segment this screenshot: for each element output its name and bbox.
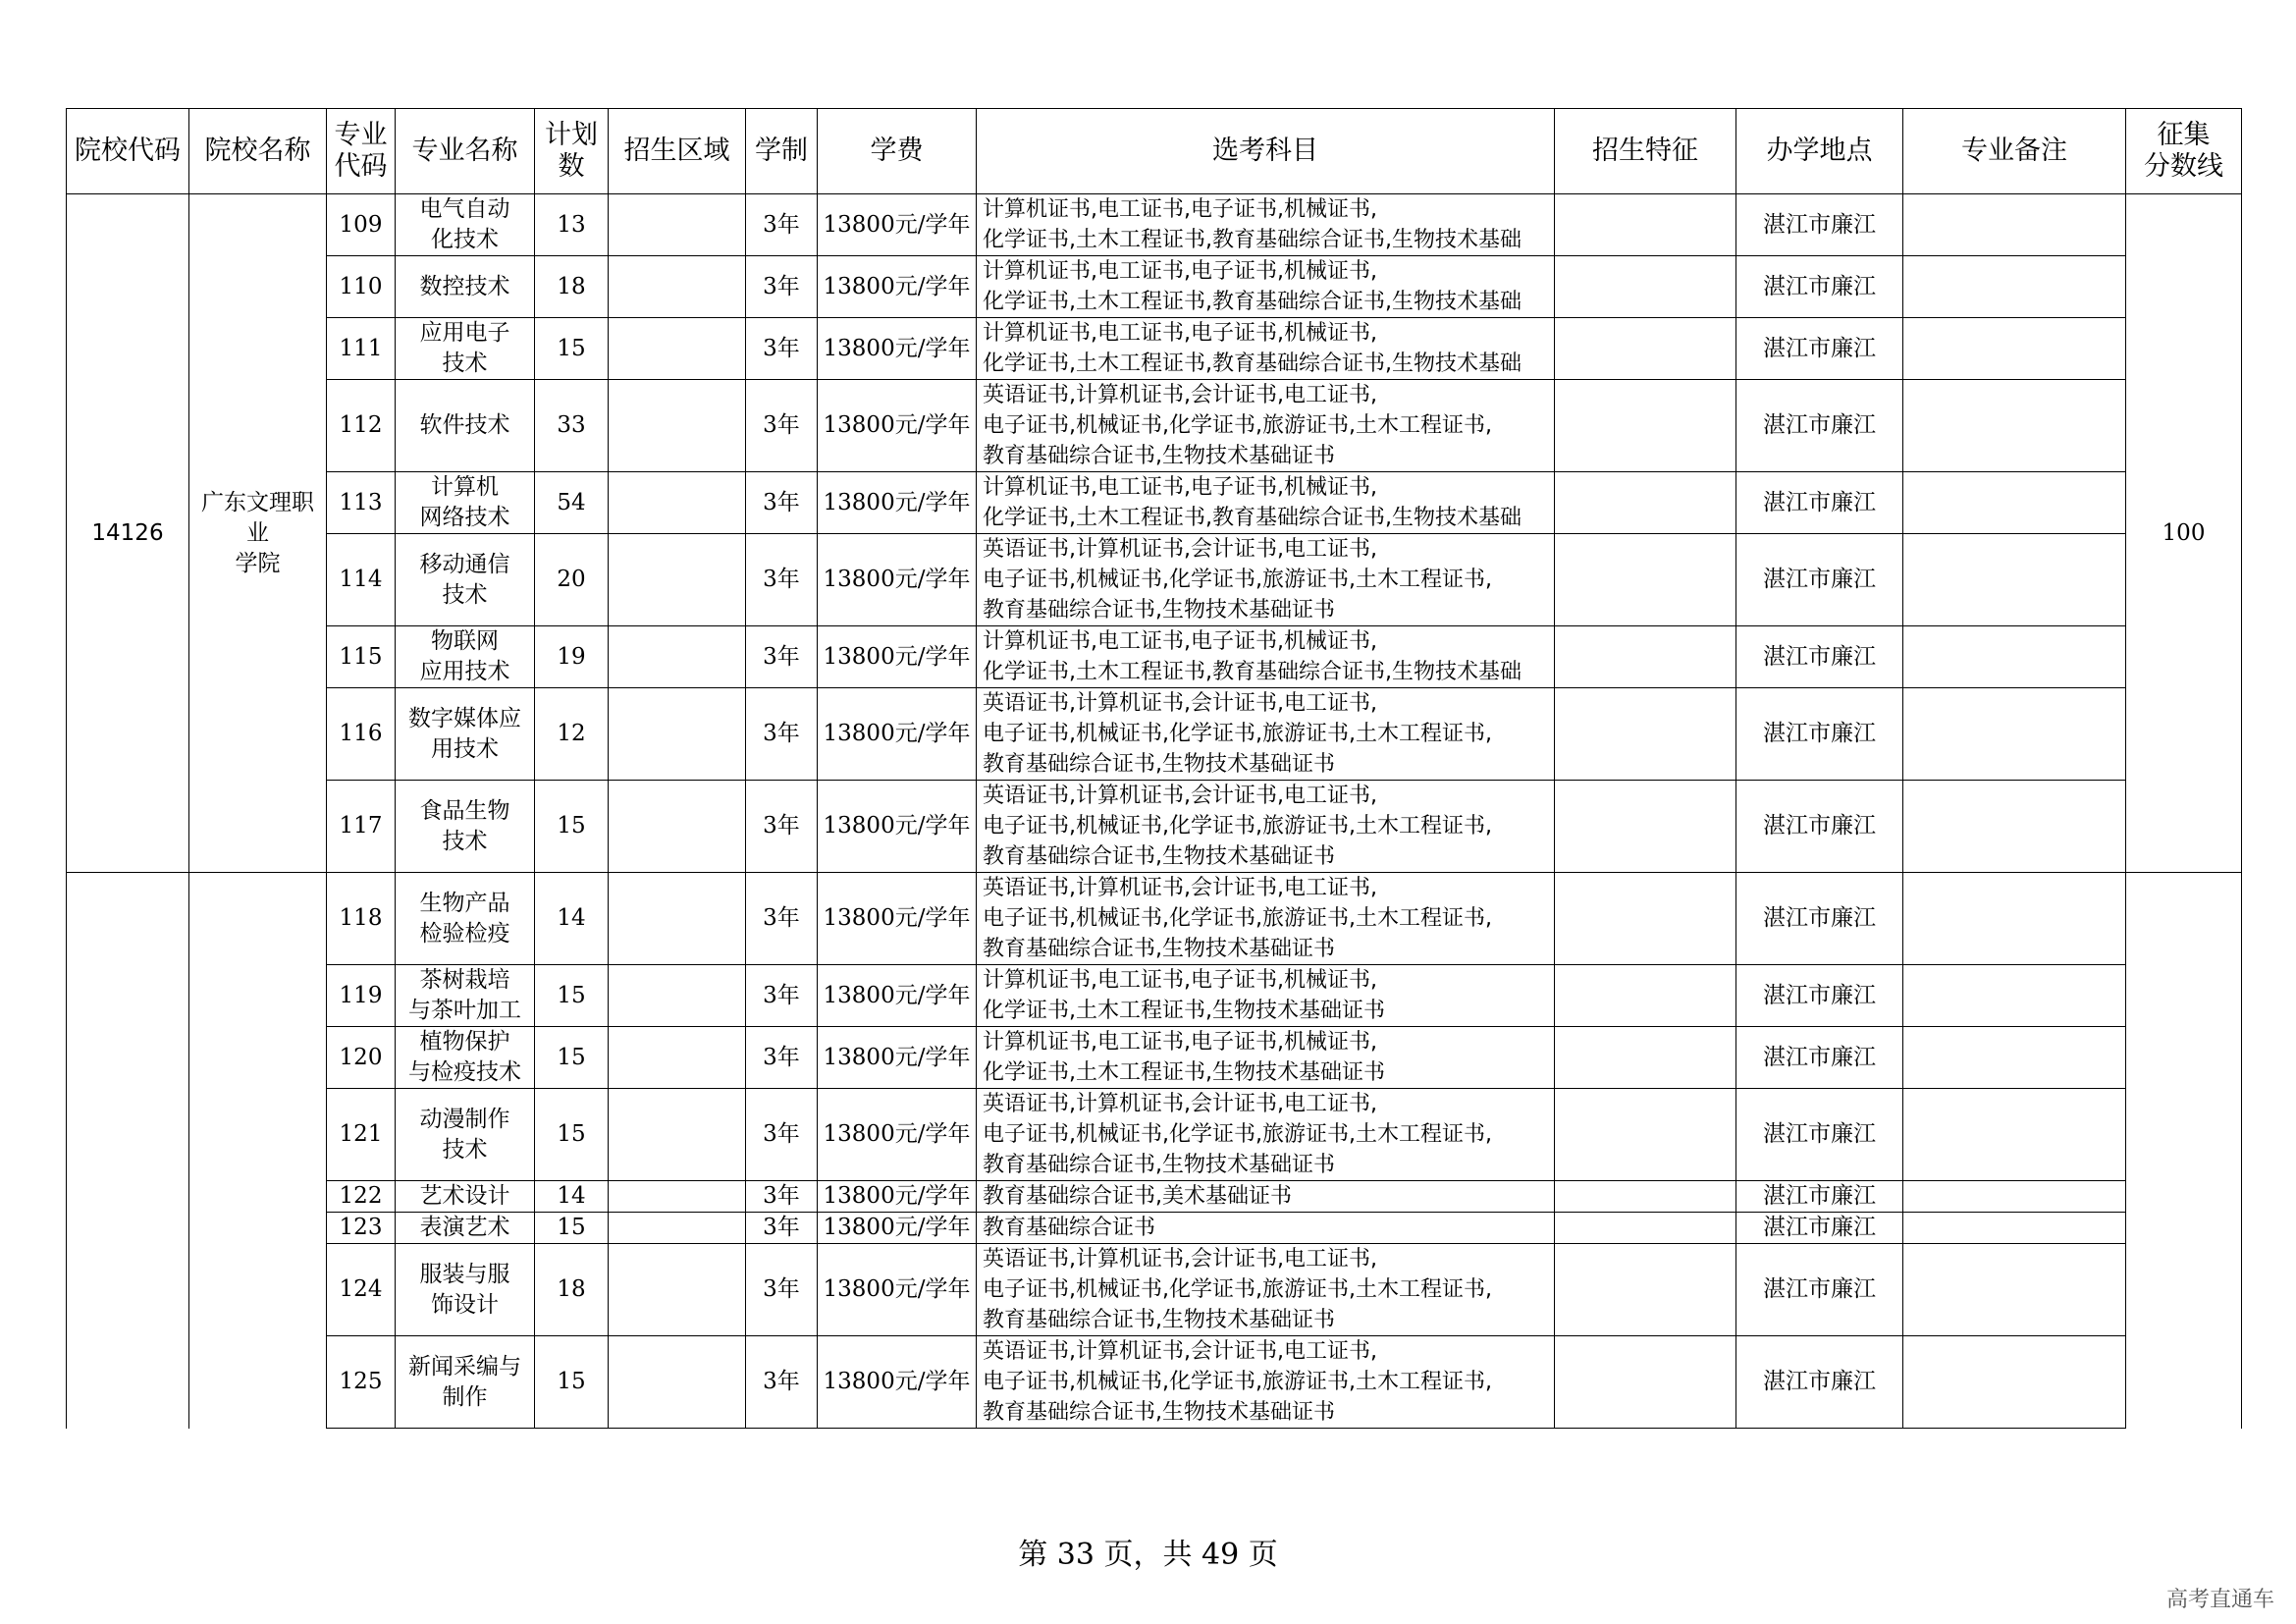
note-cell bbox=[1903, 380, 2126, 472]
major-code-cell: 120 bbox=[327, 1027, 396, 1089]
plan-count-cell: 15 bbox=[535, 1336, 609, 1429]
years-cell: 3年 bbox=[746, 534, 818, 626]
table-row bbox=[67, 873, 2242, 965]
header-major-code: 专业 代码 bbox=[327, 109, 396, 194]
plan-count-cell: 15 bbox=[535, 318, 609, 380]
region-cell bbox=[609, 781, 746, 873]
note-cell bbox=[1903, 1336, 2126, 1429]
plan-count-cell: 15 bbox=[535, 1213, 609, 1244]
table-row bbox=[67, 1089, 2242, 1181]
header-location: 办学地点 bbox=[1736, 109, 1903, 194]
table-row bbox=[67, 534, 2242, 626]
subjects-cell: 英语证书,计算机证书,会计证书,电工证书, 电子证书,机械证书,化学证书,旅游证书,土木工程证书, 教育基础综合证书,生物技术基础证书 bbox=[977, 1244, 1555, 1336]
major-code-cell: 125 bbox=[327, 1336, 396, 1429]
table-row bbox=[67, 1244, 2242, 1336]
table-row bbox=[67, 472, 2242, 534]
years-cell: 3年 bbox=[746, 626, 818, 688]
major-code-cell: 118 bbox=[327, 873, 396, 965]
note-cell bbox=[1903, 781, 2126, 873]
feature-cell bbox=[1555, 626, 1736, 688]
plan-count-cell: 18 bbox=[535, 256, 609, 318]
major-name-cell: 茶树栽培 与茶叶加工 bbox=[396, 965, 535, 1027]
fee-cell: 13800元/学年 bbox=[818, 1027, 977, 1089]
header-school-name: 院校名称 bbox=[189, 109, 327, 194]
years-cell: 3年 bbox=[746, 965, 818, 1027]
subjects-cell: 计算机证书,电工证书,电子证书,机械证书, 化学证书,土木工程证书,教育基础综合证书,生物技术基础 bbox=[977, 194, 1555, 256]
region-cell bbox=[609, 194, 746, 256]
major-name-cell: 艺术设计 bbox=[396, 1181, 535, 1213]
region-cell bbox=[609, 472, 746, 534]
plan-count-cell: 54 bbox=[535, 472, 609, 534]
watermark: 高考直通车 bbox=[2165, 1588, 2274, 1612]
years-cell: 3年 bbox=[746, 1181, 818, 1213]
note-cell bbox=[1903, 1089, 2126, 1181]
years-cell: 3年 bbox=[746, 1336, 818, 1429]
major-code-cell: 121 bbox=[327, 1089, 396, 1181]
region-cell bbox=[609, 1244, 746, 1336]
subjects-cell: 计算机证书,电工证书,电子证书,机械证书, 化学证书,土木工程证书,教育基础综合证书,生物技术基础 bbox=[977, 472, 1555, 534]
years-cell: 3年 bbox=[746, 380, 818, 472]
feature-cell bbox=[1555, 1213, 1736, 1244]
subjects-cell: 计算机证书,电工证书,电子证书,机械证书, 化学证书,土木工程证书,生物技术基础证书 bbox=[977, 965, 1555, 1027]
fee-cell: 13800元/学年 bbox=[818, 1244, 977, 1336]
table-row bbox=[67, 318, 2242, 380]
header-school-code: 院校代码 bbox=[67, 109, 189, 194]
feature-cell bbox=[1555, 1336, 1736, 1429]
years-cell: 3年 bbox=[746, 194, 818, 256]
school-code-cell-continued bbox=[67, 873, 189, 1429]
note-cell bbox=[1903, 1027, 2126, 1089]
header-feature: 招生特征 bbox=[1555, 109, 1736, 194]
fee-cell: 13800元/学年 bbox=[818, 1181, 977, 1213]
subjects-cell: 英语证书,计算机证书,会计证书,电工证书, 电子证书,机械证书,化学证书,旅游证书,土木工程证书, 教育基础综合证书,生物技术基础证书 bbox=[977, 1089, 1555, 1181]
major-name-cell: 植物保护 与检疫技术 bbox=[396, 1027, 535, 1089]
major-name-cell: 电气自动 化技术 bbox=[396, 194, 535, 256]
location-cell: 湛江市廉江 bbox=[1736, 1336, 1903, 1429]
table-row bbox=[67, 965, 2242, 1027]
subjects-cell: 计算机证书,电工证书,电子证书,机械证书, 化学证书,土木工程证书,教育基础综合证书,生物技术基础 bbox=[977, 626, 1555, 688]
years-cell: 3年 bbox=[746, 688, 818, 781]
note-cell bbox=[1903, 318, 2126, 380]
subjects-cell: 英语证书,计算机证书,会计证书,电工证书, 电子证书,机械证书,化学证书,旅游证书,土木工程证书, 教育基础综合证书,生物技术基础证书 bbox=[977, 534, 1555, 626]
fee-cell: 13800元/学年 bbox=[818, 873, 977, 965]
fee-cell: 13800元/学年 bbox=[818, 1089, 977, 1181]
feature-cell bbox=[1555, 781, 1736, 873]
plan-count-cell: 19 bbox=[535, 626, 609, 688]
major-code-cell: 111 bbox=[327, 318, 396, 380]
table-row bbox=[67, 1181, 2242, 1213]
years-cell: 3年 bbox=[746, 1089, 818, 1181]
region-cell bbox=[609, 534, 746, 626]
feature-cell bbox=[1555, 1181, 1736, 1213]
major-code-cell: 123 bbox=[327, 1213, 396, 1244]
note-cell bbox=[1903, 1244, 2126, 1336]
location-cell: 湛江市廉江 bbox=[1736, 1244, 1903, 1336]
fee-cell: 13800元/学年 bbox=[818, 1213, 977, 1244]
fee-cell: 13800元/学年 bbox=[818, 194, 977, 256]
location-cell: 湛江市廉江 bbox=[1736, 1027, 1903, 1089]
subjects-cell: 计算机证书,电工证书,电子证书,机械证书, 化学证书,土木工程证书,教育基础综合证书,生物技术基础 bbox=[977, 256, 1555, 318]
major-code-cell: 116 bbox=[327, 688, 396, 781]
plan-count-cell: 14 bbox=[535, 873, 609, 965]
plan-count-cell: 14 bbox=[535, 1181, 609, 1213]
years-cell: 3年 bbox=[746, 781, 818, 873]
fee-cell: 13800元/学年 bbox=[818, 626, 977, 688]
years-cell: 3年 bbox=[746, 873, 818, 965]
major-name-cell: 生物产品 检验检疫 bbox=[396, 873, 535, 965]
feature-cell bbox=[1555, 1244, 1736, 1336]
note-cell bbox=[1903, 1181, 2126, 1213]
major-code-cell: 114 bbox=[327, 534, 396, 626]
location-cell: 湛江市廉江 bbox=[1736, 472, 1903, 534]
location-cell: 湛江市廉江 bbox=[1736, 194, 1903, 256]
feature-cell bbox=[1555, 688, 1736, 781]
major-code-cell: 112 bbox=[327, 380, 396, 472]
major-code-cell: 119 bbox=[327, 965, 396, 1027]
region-cell bbox=[609, 1336, 746, 1429]
region-cell bbox=[609, 318, 746, 380]
major-name-cell: 动漫制作 技术 bbox=[396, 1089, 535, 1181]
fee-cell: 13800元/学年 bbox=[818, 318, 977, 380]
fee-cell: 13800元/学年 bbox=[818, 1336, 977, 1429]
subjects-cell: 英语证书,计算机证书,会计证书,电工证书, 电子证书,机械证书,化学证书,旅游证书,土木工程证书, 教育基础综合证书,生物技术基础证书 bbox=[977, 873, 1555, 965]
feature-cell bbox=[1555, 965, 1736, 1027]
feature-cell bbox=[1555, 534, 1736, 626]
location-cell: 湛江市廉江 bbox=[1736, 534, 1903, 626]
school-name-cell-continued bbox=[189, 873, 327, 1429]
fee-cell: 13800元/学年 bbox=[818, 688, 977, 781]
years-cell: 3年 bbox=[746, 472, 818, 534]
plan-count-cell: 12 bbox=[535, 688, 609, 781]
feature-cell bbox=[1555, 256, 1736, 318]
years-cell: 3年 bbox=[746, 1213, 818, 1244]
location-cell: 湛江市廉江 bbox=[1736, 256, 1903, 318]
location-cell: 湛江市廉江 bbox=[1736, 626, 1903, 688]
header-row bbox=[67, 109, 2242, 194]
table-body bbox=[67, 194, 2242, 1429]
region-cell bbox=[609, 688, 746, 781]
plan-count-cell: 13 bbox=[535, 194, 609, 256]
region-cell bbox=[609, 380, 746, 472]
school-name-cell: 广东文理职业 学院 bbox=[189, 194, 327, 873]
feature-cell bbox=[1555, 380, 1736, 472]
fee-cell: 13800元/学年 bbox=[818, 534, 977, 626]
fee-cell: 13800元/学年 bbox=[818, 380, 977, 472]
admissions-table bbox=[66, 108, 2242, 1429]
region-cell bbox=[609, 873, 746, 965]
subjects-cell: 计算机证书,电工证书,电子证书,机械证书, 化学证书,土木工程证书,生物技术基础证书 bbox=[977, 1027, 1555, 1089]
major-name-cell: 数字媒体应 用技术 bbox=[396, 688, 535, 781]
major-name-cell: 新闻采编与制作 bbox=[396, 1336, 535, 1429]
subjects-cell: 教育基础综合证书,美术基础证书 bbox=[977, 1181, 1555, 1213]
header-region: 招生区域 bbox=[609, 109, 746, 194]
feature-cell bbox=[1555, 1089, 1736, 1181]
table-row bbox=[67, 626, 2242, 688]
header-subjects: 选考科目 bbox=[977, 109, 1555, 194]
feature-cell bbox=[1555, 873, 1736, 965]
location-cell: 湛江市廉江 bbox=[1736, 688, 1903, 781]
subjects-cell: 英语证书,计算机证书,会计证书,电工证书, 电子证书,机械证书,化学证书,旅游证书,土木工程证书, 教育基础综合证书,生物技术基础证书 bbox=[977, 1336, 1555, 1429]
region-cell bbox=[609, 1027, 746, 1089]
location-cell: 湛江市廉江 bbox=[1736, 318, 1903, 380]
region-cell bbox=[609, 965, 746, 1027]
header-plan: 计划 数 bbox=[535, 109, 609, 194]
subjects-cell: 英语证书,计算机证书,会计证书,电工证书, 电子证书,机械证书,化学证书,旅游证书,土木工程证书, 教育基础综合证书,生物技术基础证书 bbox=[977, 380, 1555, 472]
major-code-cell: 117 bbox=[327, 781, 396, 873]
years-cell: 3年 bbox=[746, 256, 818, 318]
feature-cell bbox=[1555, 472, 1736, 534]
fee-cell: 13800元/学年 bbox=[818, 781, 977, 873]
header-major-name: 专业名称 bbox=[396, 109, 535, 194]
header-years: 学制 bbox=[746, 109, 818, 194]
major-code-cell: 115 bbox=[327, 626, 396, 688]
feature-cell bbox=[1555, 1027, 1736, 1089]
region-cell bbox=[609, 1213, 746, 1244]
major-code-cell: 122 bbox=[327, 1181, 396, 1213]
major-name-cell: 软件技术 bbox=[396, 380, 535, 472]
major-name-cell: 数控技术 bbox=[396, 256, 535, 318]
major-code-cell: 109 bbox=[327, 194, 396, 256]
header-fee: 学费 bbox=[818, 109, 977, 194]
table-row bbox=[67, 781, 2242, 873]
header-cutoff: 征集 分数线 bbox=[2126, 109, 2242, 194]
years-cell: 3年 bbox=[746, 1244, 818, 1336]
note-cell bbox=[1903, 1213, 2126, 1244]
note-cell bbox=[1903, 688, 2126, 781]
header-note: 专业备注 bbox=[1903, 109, 2126, 194]
plan-count-cell: 15 bbox=[535, 1089, 609, 1181]
location-cell: 湛江市廉江 bbox=[1736, 1213, 1903, 1244]
major-code-cell: 124 bbox=[327, 1244, 396, 1336]
major-name-cell: 应用电子 技术 bbox=[396, 318, 535, 380]
location-cell: 湛江市廉江 bbox=[1736, 1181, 1903, 1213]
note-cell bbox=[1903, 194, 2126, 256]
major-name-cell: 服装与服 饰设计 bbox=[396, 1244, 535, 1336]
feature-cell bbox=[1555, 194, 1736, 256]
subjects-cell: 计算机证书,电工证书,电子证书,机械证书, 化学证书,土木工程证书,教育基础综合证书,生物技术基础 bbox=[977, 318, 1555, 380]
note-cell bbox=[1903, 626, 2126, 688]
note-cell bbox=[1903, 256, 2126, 318]
location-cell: 湛江市廉江 bbox=[1736, 873, 1903, 965]
cutoff-cell-continued bbox=[2126, 873, 2242, 1429]
subjects-cell: 英语证书,计算机证书,会计证书,电工证书, 电子证书,机械证书,化学证书,旅游证书,土木工程证书, 教育基础综合证书,生物技术基础证书 bbox=[977, 781, 1555, 873]
region-cell bbox=[609, 256, 746, 318]
years-cell: 3年 bbox=[746, 318, 818, 380]
plan-count-cell: 18 bbox=[535, 1244, 609, 1336]
subjects-cell: 英语证书,计算机证书,会计证书,电工证书, 电子证书,机械证书,化学证书,旅游证书,土木工程证书, 教育基础综合证书,生物技术基础证书 bbox=[977, 688, 1555, 781]
school-code-cell: 14126 bbox=[67, 194, 189, 873]
page-footer: 第 33 页，共 49 页 bbox=[1018, 1538, 1278, 1572]
feature-cell bbox=[1555, 318, 1736, 380]
table-row bbox=[67, 380, 2242, 472]
table-row bbox=[67, 1336, 2242, 1429]
cutoff-score-cell: 100 bbox=[2126, 194, 2242, 873]
region-cell bbox=[609, 1089, 746, 1181]
note-cell bbox=[1903, 472, 2126, 534]
table-row bbox=[67, 194, 2242, 256]
major-code-cell: 110 bbox=[327, 256, 396, 318]
location-cell: 湛江市廉江 bbox=[1736, 1089, 1903, 1181]
fee-cell: 13800元/学年 bbox=[818, 965, 977, 1027]
major-name-cell: 食品生物 技术 bbox=[396, 781, 535, 873]
note-cell bbox=[1903, 965, 2126, 1027]
plan-count-cell: 20 bbox=[535, 534, 609, 626]
table-row bbox=[67, 1027, 2242, 1089]
plan-count-cell: 15 bbox=[535, 1027, 609, 1089]
major-name-cell: 计算机 网络技术 bbox=[396, 472, 535, 534]
note-cell bbox=[1903, 873, 2126, 965]
fee-cell: 13800元/学年 bbox=[818, 256, 977, 318]
years-cell: 3年 bbox=[746, 1027, 818, 1089]
table-row bbox=[67, 1213, 2242, 1244]
plan-count-cell: 15 bbox=[535, 965, 609, 1027]
fee-cell: 13800元/学年 bbox=[818, 472, 977, 534]
major-name-cell: 移动通信 技术 bbox=[396, 534, 535, 626]
plan-count-cell: 33 bbox=[535, 380, 609, 472]
location-cell: 湛江市廉江 bbox=[1736, 380, 1903, 472]
subjects-cell: 教育基础综合证书 bbox=[977, 1213, 1555, 1244]
table-row bbox=[67, 688, 2242, 781]
table-row bbox=[67, 256, 2242, 318]
location-cell: 湛江市廉江 bbox=[1736, 781, 1903, 873]
region-cell bbox=[609, 626, 746, 688]
major-code-cell: 113 bbox=[327, 472, 396, 534]
plan-count-cell: 15 bbox=[535, 781, 609, 873]
region-cell bbox=[609, 1181, 746, 1213]
table-header bbox=[67, 109, 2242, 194]
note-cell bbox=[1903, 534, 2126, 626]
major-name-cell: 表演艺术 bbox=[396, 1213, 535, 1244]
major-name-cell: 物联网 应用技术 bbox=[396, 626, 535, 688]
location-cell: 湛江市廉江 bbox=[1736, 965, 1903, 1027]
